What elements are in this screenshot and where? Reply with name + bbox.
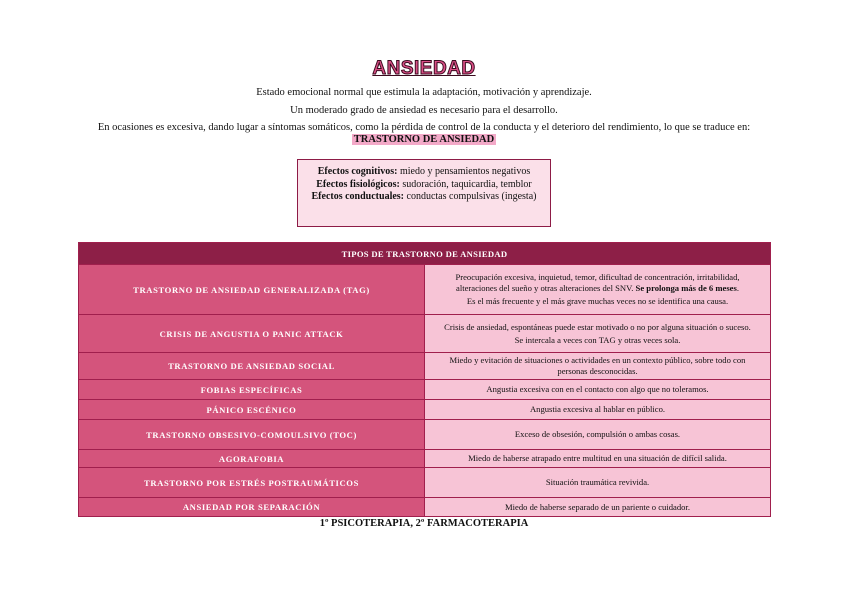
effect-text: sudoración, taquicardia, temblor xyxy=(402,178,532,190)
intro-highlight-line xyxy=(0,133,848,146)
disorder-name: ANSIEDAD POR SEPARACIÓN xyxy=(79,498,425,517)
intro-line-3: En ocasiones es excesiva, dando lugar a síntomas somáticos, como la pérdida de control de la conducta y el deterioro del rendimiento, lo que se traduce en: xyxy=(97,122,751,133)
effect-text: miedo y pensamientos negativos xyxy=(399,166,531,177)
table-header: TIPOS DE TRASTORNO DE ANSIEDAD xyxy=(79,243,771,265)
effect-label: Efectos conductuales: xyxy=(311,191,405,202)
disorder-name: PÁNICO ESCÉNICO xyxy=(79,400,425,420)
table-row xyxy=(79,468,771,498)
description-text: Preocupación excesiva, inquietud, temor, dificultad de concentración, irritabilidad, alteraciones del sueño y otras alteraciones del SNV. xyxy=(455,272,740,293)
anxiety-types-table xyxy=(78,242,771,517)
disorder-description: Miedo de haberse separado de un pariente o cuidador. xyxy=(425,498,771,517)
disorder-description: Situación traumática revivida. xyxy=(425,468,771,498)
description-emphasis: Se prolonga más de 6 meses xyxy=(635,283,737,293)
effect-label: Efectos fisiológicos: xyxy=(316,178,400,190)
disorder-description: Angustia excesiva con en el contacto con algo que no toleramos. xyxy=(425,380,771,400)
disorder-name: CRISIS DE ANGUSTIA O PANIC ATTACK xyxy=(79,315,425,353)
table-row xyxy=(79,380,771,400)
table-row xyxy=(79,265,771,315)
effect-cognitive xyxy=(302,166,546,179)
disorder-description: Miedo de haberse atrapado entre multitud en una situación de difícil salida. xyxy=(425,450,771,468)
effects-box xyxy=(297,159,551,227)
table-row xyxy=(79,400,771,420)
table-row xyxy=(79,315,771,353)
effect-behavioral xyxy=(302,191,546,204)
disorder-name: TRASTORNO DE ANSIEDAD GENERALIZADA (TAG) xyxy=(79,265,425,315)
intro-line-1: Estado emocional normal que estimula la adaptación, motivación y aprendizaje. xyxy=(256,87,592,98)
table-row xyxy=(79,420,771,450)
disorder-name: TRASTORNO POR ESTRÉS POSTRAUMÁTICOS xyxy=(79,468,425,498)
table-header-row xyxy=(79,243,771,265)
disorder-highlight: TRASTORNO DE ANSIEDAD xyxy=(353,134,495,145)
disorder-name: AGORAFOBIA xyxy=(79,450,425,468)
disorder-description: Angustia excesiva al hablar en público. xyxy=(425,400,771,420)
disorder-name: TRASTORNO OBSESIVO-COMOULSIVO (TOC) xyxy=(79,420,425,450)
disorder-description: Exceso de obsesión, compulsión o ambas cosas. xyxy=(425,420,771,450)
table-row xyxy=(79,498,771,517)
disorder-description: Miedo y evitación de situaciones o actividades en un contexto público, sobre todo con personas desconocidas. xyxy=(425,353,771,380)
table-row xyxy=(79,450,771,468)
effect-label: Efectos cognitivos: xyxy=(317,166,398,177)
disorder-name: TRASTORNO DE ANSIEDAD SOCIAL xyxy=(79,353,425,380)
disorder-description: Preocupación excesiva, inquietud, temor, dificultad de concentración, irritabilidad, alteraciones del sueño y otras alteraciones del SNV. Se prolonga más de 6 meses. Es el más frecuente y el más grave muchas veces no se identifica una causa. xyxy=(425,265,771,315)
description-note: Se intercala a veces con TAG y otras veces sola. xyxy=(514,334,681,345)
intro-line-2: Un moderado grado de ansiedad es necesario para el desarrollo. xyxy=(290,105,558,116)
disorder-description xyxy=(425,315,771,353)
page-title: ANSIEDAD xyxy=(372,58,476,79)
treatment-footer: 1º PSICOTERAPIA, 2º FARMACOTERAPIA xyxy=(319,518,529,529)
disorder-name: FOBIAS ESPECÍFICAS xyxy=(79,380,425,400)
effect-physiological xyxy=(302,179,546,192)
description-text: Crisis de ansiedad, espontáneas puede estar motivado o no por alguna situación o suceso. xyxy=(444,321,751,332)
effect-text: conductas compulsivas (ingesta) xyxy=(406,191,537,202)
table-row xyxy=(79,353,771,380)
description-note: Es el más frecuente y el más grave muchas veces no se identifica una causa. xyxy=(466,296,729,306)
